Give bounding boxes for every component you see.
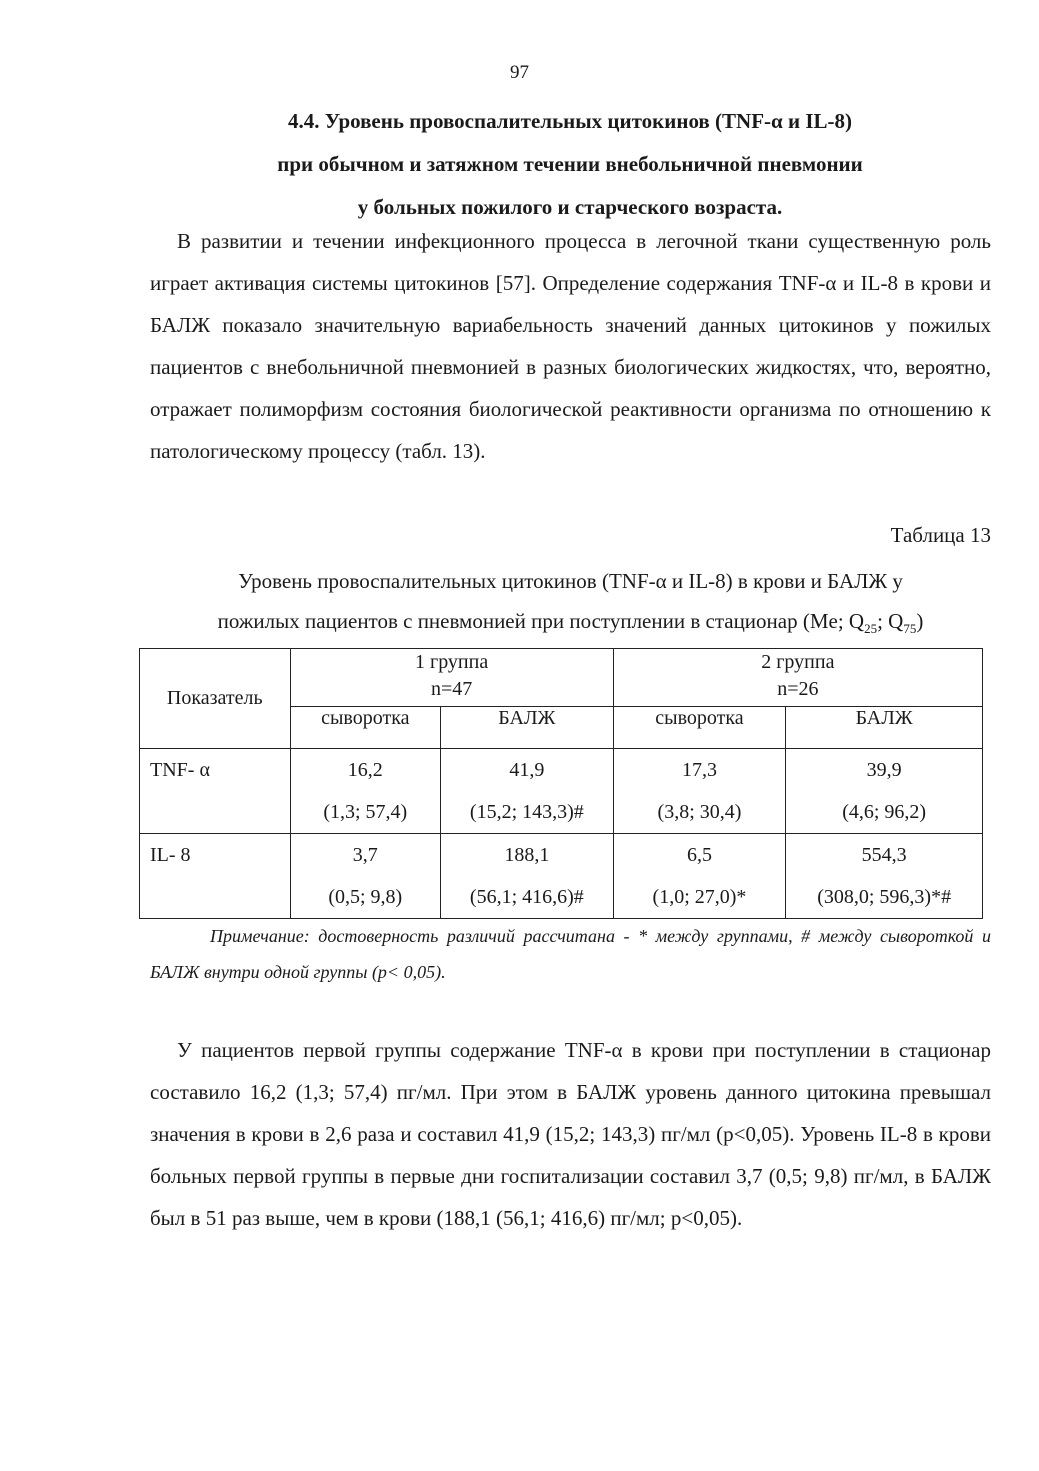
table-cell: 39,9 (4,6; 96,2): [786, 749, 983, 834]
table-cell: 188,1 (56,1; 416,6)#: [441, 834, 614, 919]
table-caption-line-1: Уровень провоспалительных цитокинов (TNF-α и IL-8) в крови и БАЛЖ у: [238, 569, 903, 593]
subheader-bal-2: БАЛЖ: [786, 707, 983, 749]
table-caption: [150, 561, 991, 649]
group-2-header: 2 группа n=26: [613, 649, 982, 707]
table-cell: 6,5 (1,0; 27,0)*: [613, 834, 786, 919]
page-number: 97: [510, 62, 529, 83]
table-note: Примечание: достоверность различий рассчитана - * между группами, # между сывороткой и БАЛЖ внутри одной группы (p< 0,05).: [150, 926, 991, 982]
row-name: TNF- α: [140, 749, 291, 834]
table-caption-line-2: пожилых пациентов с пневмонией при поступлении в стационар (Me; $Q_{25}$; $Q_{75}$): [217, 609, 924, 637]
table-cell: 17,3 (3,8; 30,4): [613, 749, 786, 834]
table-cell: 3,7 (0,5; 9,8): [290, 834, 441, 919]
body-paragraph-2: У пациентов первой группы содержание TNF-α в крови при поступлении в стационар составило 16,2 (1,3; 57,4) пг/мл. При этом в БАЛЖ уровень данного цитокина превышал значения в крови в 2,6 раза и составил 41,9 (15,2; 143,3) пг/мл (p<0,05). Уровень IL-8 в крови больных первой группы в первые дни госпитализации составил 3,7 (0,5; 9,8) пг/мл, в БАЛЖ был в 51 раз выше, чем в крови (188,1 (56,1; 416,6) пг/мл; p<0,05).: [150, 1038, 991, 1230]
table-cell: 16,2 (1,3; 57,4): [290, 749, 441, 834]
table-header-row: [140, 649, 983, 707]
group-1-header: 1 группа n=47: [290, 649, 613, 707]
table-row: [140, 834, 983, 919]
table-row: [140, 749, 983, 834]
row-name: IL- 8: [140, 834, 291, 919]
section-heading-line-1: 4.4. Уровень провоспалительных цитокинов (TNF-α и IL-8): [288, 109, 852, 133]
subheader-serum-1: сыворотка: [290, 707, 441, 749]
indicator-header: Показатель: [140, 649, 291, 749]
table-cell: 41,9 (15,2; 143,3)#: [441, 749, 614, 834]
table-cell: 554,3 (308,0; 596,3)*#: [786, 834, 983, 919]
cytokine-table: [139, 648, 983, 919]
body-paragraph-1: В развитии и течении инфекционного процесса в легочной ткани существенную роль играет активация системы цитокинов [57]. Определение содержания TNF-α и IL-8 в крови и БАЛЖ показало значительную вариабельность значений данных цитокинов у пожилых пациентов с внебольничной пневмонией в разных биологических жидкостях, что, вероятно, отражает полиморфизм состояния биологической реактивности организма по отношению к патологическому процессу (табл. 13).: [150, 229, 991, 463]
table-label: Таблица 13: [890, 523, 991, 547]
section-heading-line-2: при обычном и затяжном течении внебольничной пневмонии: [277, 152, 863, 176]
subheader-bal-1: БАЛЖ: [441, 707, 614, 749]
section-heading: [150, 100, 990, 229]
subheader-serum-2: сыворотка: [613, 707, 786, 749]
section-heading-line-3: у больных пожилого и старческого возраста.: [357, 195, 783, 219]
